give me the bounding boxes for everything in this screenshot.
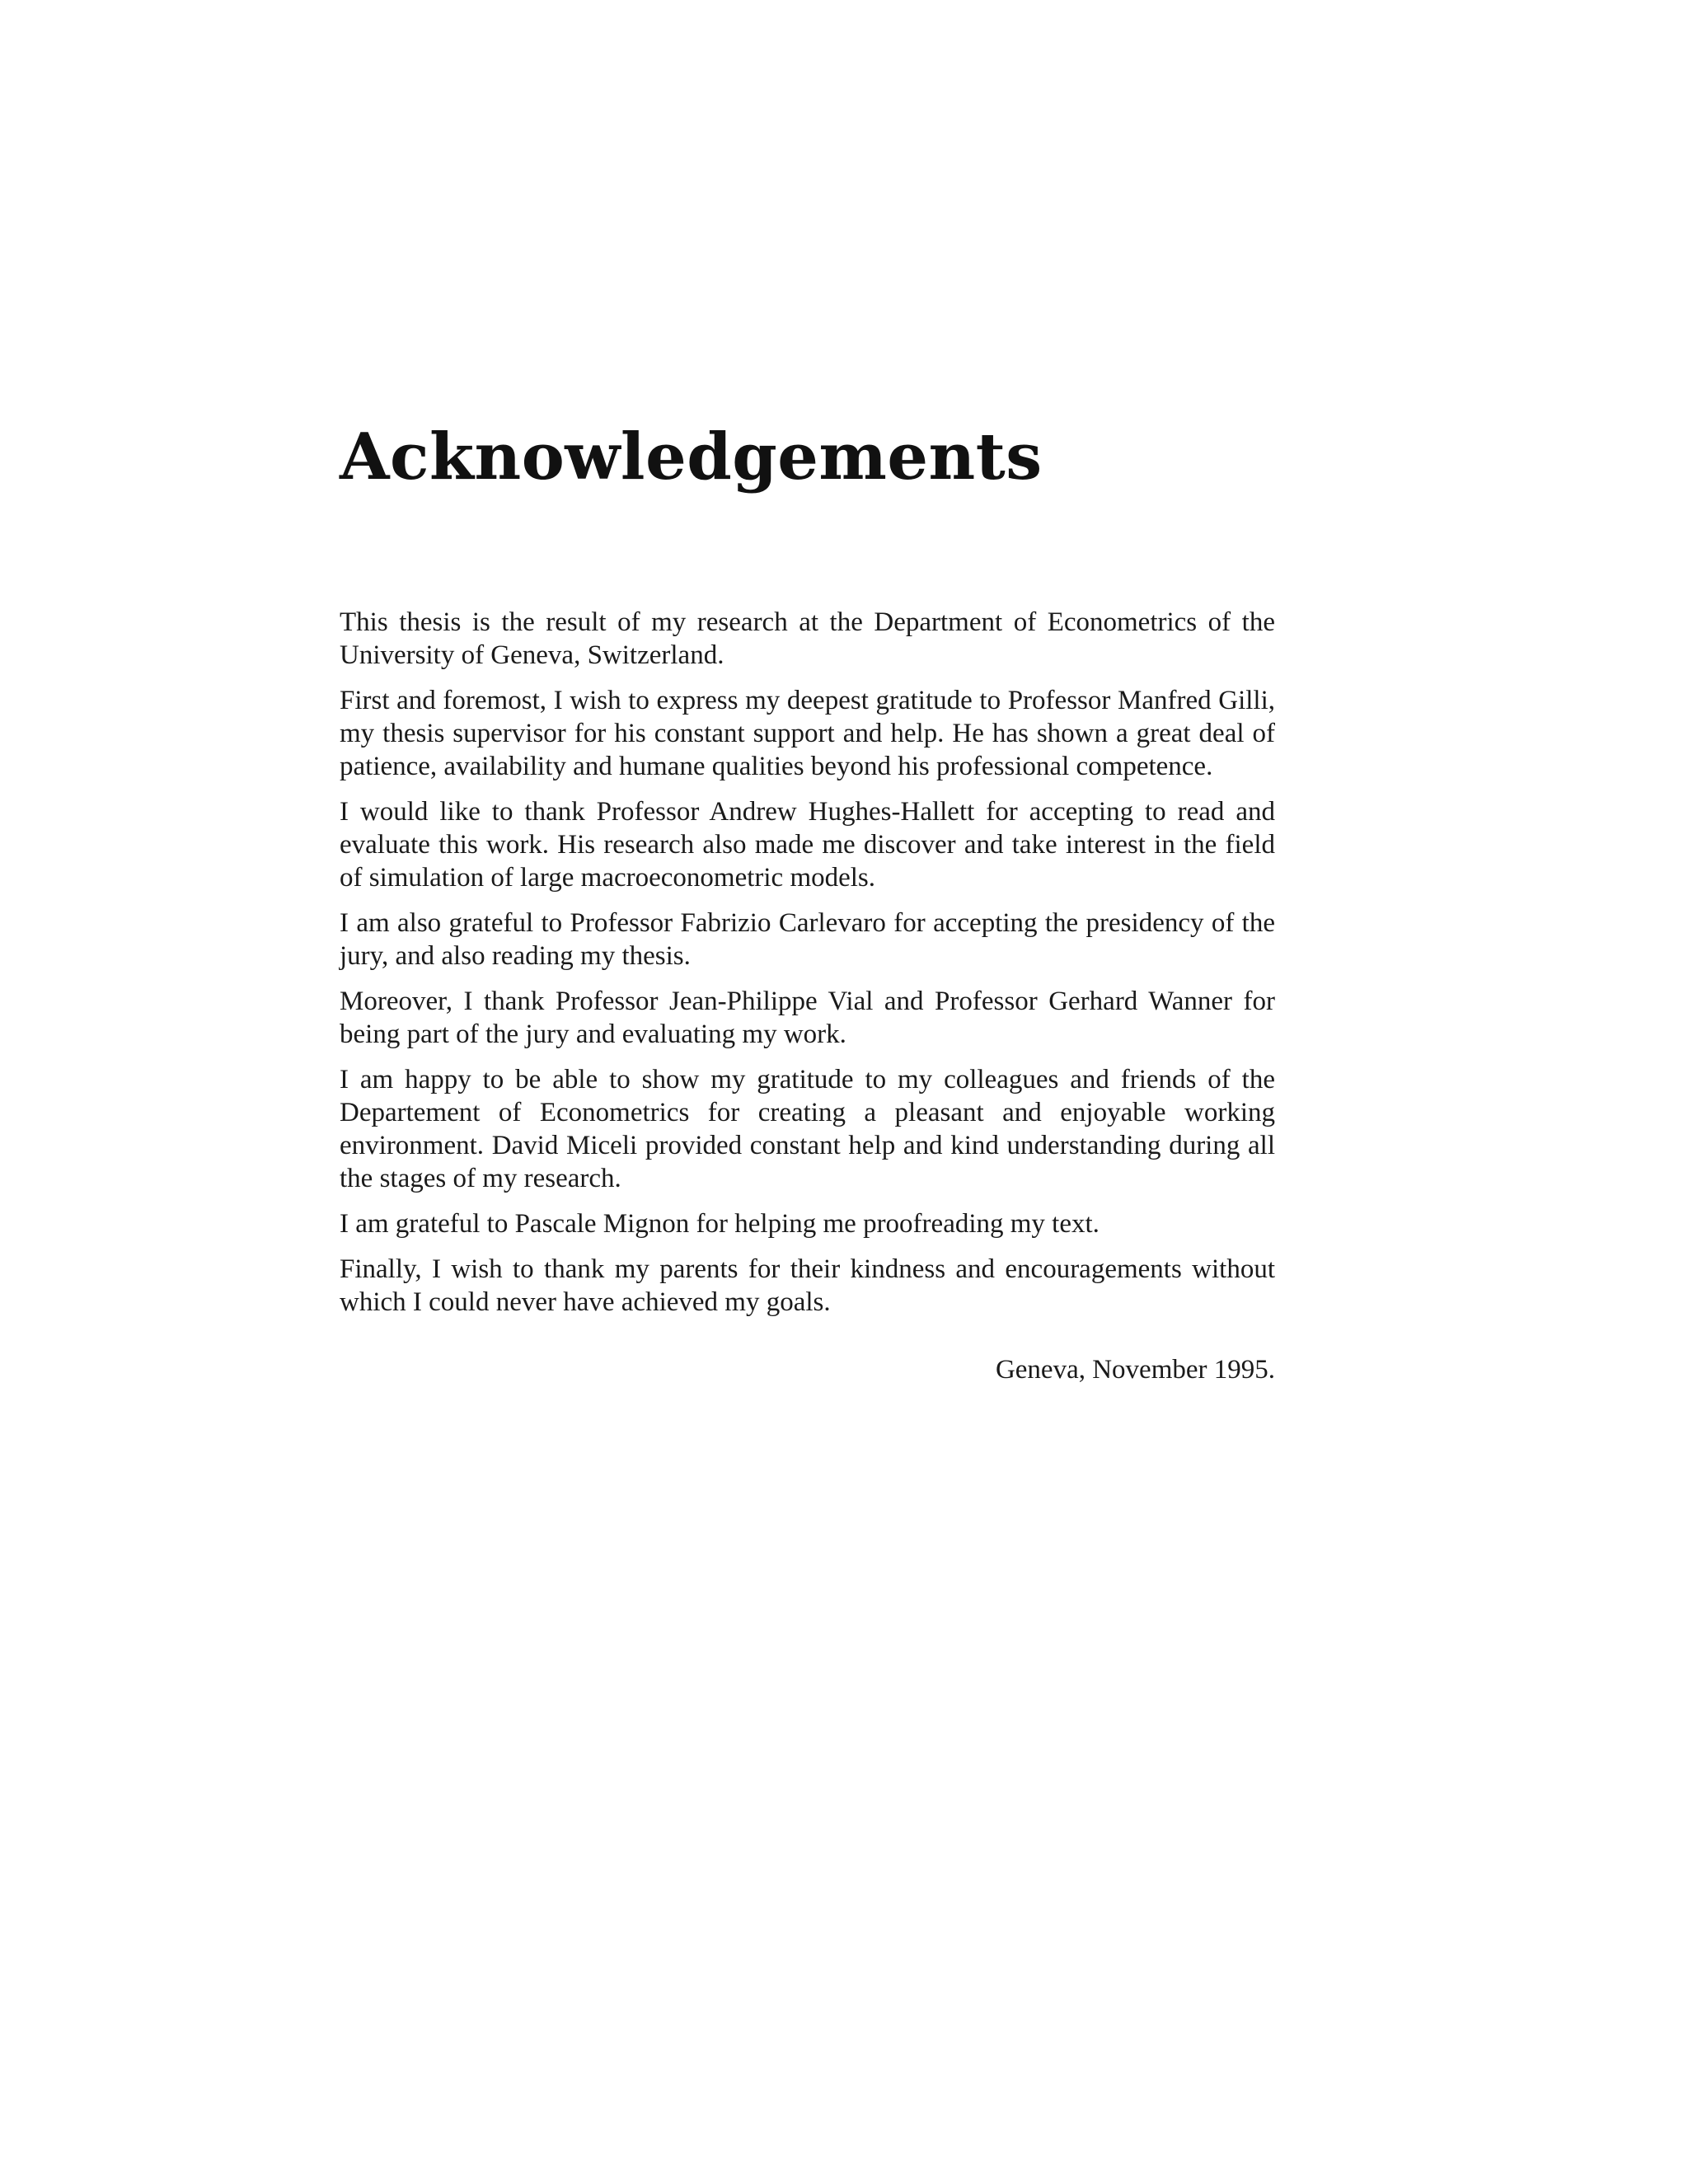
paragraph-parents: Finally, I wish to thank my parents for their kindness and encouragements without which I could never have achieved my goals. [340, 1254, 1275, 1317]
page-title: Acknowledgements [340, 419, 1043, 494]
paragraph-proofreading: I am grateful to Pascale Mignon for helping me proofreading my text. [340, 1209, 1100, 1239]
acknowledgements-body [340, 606, 1275, 1386]
paragraph-jury-members: Moreover, I thank Professor Jean-Philippe Vial and Professor Gerhard Wanner for being part of the jury and evaluating my work. [340, 987, 1275, 1049]
signature-place-date: Geneva, November 1995. [995, 1355, 1275, 1385]
paragraph-reader: I would like to thank Professor Andrew Hughes-Hallett for accepting to read and evaluate this work. His research also made me discover and take interest in the field of simulation of large macroeconometric models. [340, 797, 1275, 893]
paragraph-supervisor: First and foremost, I wish to express my deepest gratitude to Professor Manfred Gilli, my thesis supervisor for his constant support and help. He has shown a great deal of patience, availability and humane qualities beyond his professional competence. [340, 686, 1275, 781]
paragraph-department: This thesis is the result of my research at the Department of Econometrics of the University of Geneva, Switzerland. [340, 607, 1275, 670]
paragraph-jury-president: I am also grateful to Professor Fabrizio Carlevaro for accepting the presidency of the jury, and also reading my thesis. [340, 908, 1275, 971]
paragraph-colleagues: I am happy to be able to show my gratitude to my colleagues and friends of the Departement of Econometrics for creating a pleasant and enjoyable working environment. David Miceli provided constant help and kind understanding during all the stages of my research. [340, 1065, 1275, 1193]
